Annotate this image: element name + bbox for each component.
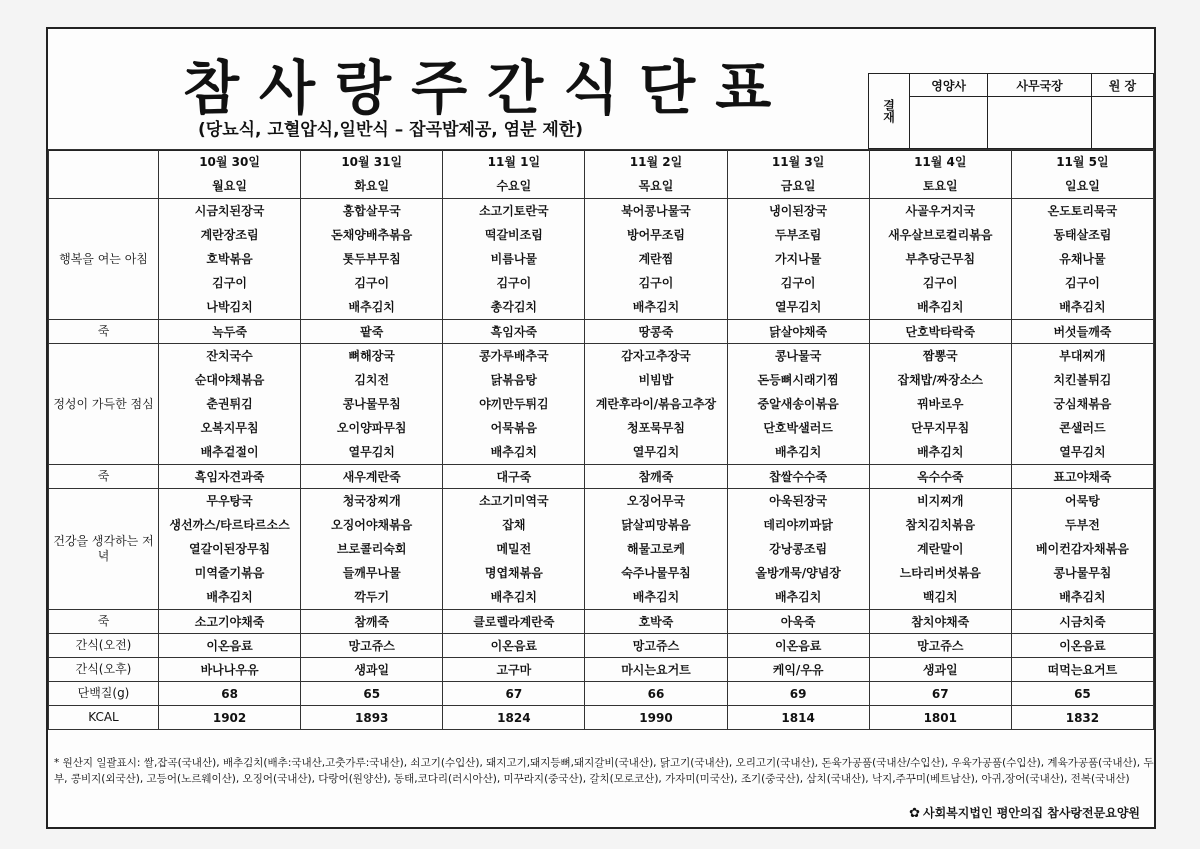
- dish-item: 배추김치: [917, 300, 964, 314]
- dish-item: 콘샐러드: [1059, 421, 1106, 435]
- dish-item: 들깨무나물: [342, 566, 401, 580]
- snack-am-row-label: 간식(오전): [49, 634, 159, 658]
- snack-am-row-cell: 이온음료: [1011, 634, 1153, 658]
- protein-row-cell: 67: [443, 682, 585, 706]
- dish-item: 참치김치볶음: [905, 518, 976, 532]
- dish-item: 소고기토란국: [479, 204, 549, 218]
- meal-cell: [869, 489, 1011, 610]
- porridge-dinner-row: [49, 610, 1154, 634]
- day-weekday: 수요일: [496, 179, 532, 193]
- dish-item: 시금치된장국: [194, 204, 265, 218]
- day-header: [159, 150, 301, 199]
- dish-item: 김치전: [354, 373, 390, 387]
- dish-item: 닭살피망볶음: [621, 518, 691, 532]
- meal-cell: [869, 344, 1011, 465]
- porridge-lunch-row-cell: 옥수수죽: [869, 465, 1011, 489]
- meal-cell: [727, 199, 869, 320]
- approval-sign-3[interactable]: [1091, 97, 1153, 149]
- dish-item: 호박볶음: [206, 252, 253, 266]
- porridge-breakfast-row-cell: 버섯들깨죽: [1011, 320, 1153, 344]
- approval-nutritionist: 영양사: [910, 74, 988, 97]
- dish-item: 메밀전: [496, 542, 532, 556]
- dish-item: 배추김치: [206, 590, 253, 604]
- day-header: [1011, 150, 1153, 199]
- meal-cell: [727, 489, 869, 610]
- porridge-lunch-row-cell: 표고야채죽: [1011, 465, 1153, 489]
- dish-item: 청국장찌개: [342, 494, 401, 508]
- dish-item: 배추김치: [632, 300, 680, 314]
- dish-item: 강낭콩조림: [769, 542, 828, 556]
- kcal-row-cell: 1832: [1011, 706, 1153, 730]
- dish-item: 잡채: [502, 518, 526, 532]
- dish-item: 백김치: [922, 590, 958, 604]
- meal-cell: [159, 199, 301, 320]
- day-date: 11월 5일: [1056, 155, 1109, 169]
- dish-item: 소고기미역국: [479, 494, 549, 508]
- page-subtitle: (당뇨식, 고혈압식,일반식 – 잡곡밥제공, 염분 제한): [198, 120, 584, 140]
- day-weekday: 토요일: [922, 179, 958, 193]
- sheet-header: [48, 29, 1154, 151]
- day-weekday: 월요일: [212, 179, 247, 193]
- approval-secretary: 사무국장: [988, 74, 1092, 97]
- porridge-dinner-row-label: 죽: [49, 610, 159, 634]
- dish-item: 열무김치: [774, 300, 822, 314]
- dish-item: 배추김치: [774, 445, 822, 459]
- dish-item: 단호박샐러드: [763, 421, 833, 435]
- porridge-dinner-row-cell: 클로렐라계란죽: [443, 610, 585, 634]
- dish-item: 배추김치: [490, 590, 538, 604]
- dish-item: 느타리버섯볶음: [899, 566, 981, 580]
- meal-cell: [727, 344, 869, 465]
- porridge-lunch-row-label: 죽: [49, 465, 159, 489]
- dish-item: 동태살조림: [1053, 228, 1112, 242]
- dish-item: 김구이: [1065, 276, 1100, 290]
- porridge-dinner-row-cell: 참깨죽: [301, 610, 443, 634]
- snack-pm-row-label: 간식(오후): [49, 658, 159, 682]
- meal-cell: [443, 344, 585, 465]
- dish-item: 김구이: [780, 276, 816, 290]
- dish-item: 방어무조림: [627, 228, 685, 242]
- kcal-row-cell: 1801: [869, 706, 1011, 730]
- approval-side-label: 결재: [869, 74, 910, 149]
- dish-item: 베이컨감자채볶음: [1036, 542, 1129, 556]
- dish-item: 숙주나물무침: [621, 566, 691, 580]
- dish-item: 오이양파무침: [336, 421, 407, 435]
- snack-pm-row-cell: 바나나우유: [159, 658, 301, 682]
- dish-item: 닭볶음탕: [490, 373, 538, 387]
- dish-item: 김구이: [638, 276, 674, 290]
- dish-item: 배추겉절이: [200, 445, 259, 459]
- day-weekday: 금요일: [780, 179, 816, 193]
- day-header: [443, 150, 585, 199]
- day-date: 11월 3일: [771, 155, 825, 169]
- dish-item: 브로콜리숙회: [336, 542, 407, 556]
- organization-name: 사회복지법인 평안의집 참사랑전문요양원: [922, 806, 1140, 820]
- meal-cell: [301, 199, 443, 320]
- dish-item: 배추김치: [774, 590, 822, 604]
- snack-am-row-cell: 이온음료: [443, 634, 585, 658]
- dish-item: 사골우거지국: [905, 204, 976, 218]
- dish-item: 콩나물무침: [342, 397, 401, 411]
- dish-item: 청포묵무침: [627, 421, 685, 435]
- day-header: [585, 150, 727, 199]
- porridge-dinner-row-cell: 시금치죽: [1011, 610, 1153, 634]
- protein-row-cell: 65: [1011, 682, 1153, 706]
- dish-item: 부추당근무침: [905, 252, 976, 266]
- dish-item: 무우탕국: [206, 494, 253, 508]
- day-header: [727, 150, 869, 199]
- snack-pm-row: [49, 658, 1154, 682]
- dish-item: 김구이: [212, 276, 247, 290]
- dish-item: 돈채양배추볶음: [331, 228, 413, 242]
- dish-item: 감자고추장국: [621, 349, 691, 363]
- dish-item: 비빔밥: [638, 373, 674, 387]
- porridge-lunch-row: [49, 465, 1154, 489]
- day-header-row: [49, 150, 1154, 199]
- snack-pm-row-cell: 떠먹는요거트: [1011, 658, 1153, 682]
- protein-row-cell: 67: [869, 682, 1011, 706]
- dish-item: 돈등뼈시래기찜: [757, 373, 839, 387]
- meal-cell: [585, 489, 727, 610]
- dish-item: 어묵탕: [1065, 494, 1100, 508]
- protein-row: [49, 682, 1154, 706]
- dish-item: 순대야채볶음: [194, 373, 265, 387]
- dish-item: 가지나물: [774, 252, 822, 266]
- snack-am-row-cell: 망고쥬스: [585, 634, 727, 658]
- weekly-menu-table: [48, 149, 1154, 730]
- origin-notice: * 원산지 일괄표시: 쌀,잡곡(국내산), 배추김치(배추:국내산,고춧가루:국내산), 쇠고기(수입산), 돼지고기,돼지등뼈,돼지갈비(국내산), 닭고기(국내산), 오리고기(국내산), 돈육가공품(국내산/수입산), 우육가공품(수입산), 계육가공품(국내산), 두부, 콩비지(외국산), 고등어(노르웨이산), 오징어(국내산), 다랑어(원양산), 동태,코다리(러시아산), 미꾸라지(중국산), 갈치(모로코산), 가자미(미국산), 조기(중국산), 삼치(국내산), 낙지,주꾸미(베트남산), 아귀,장어(국내산), 전복(국내산): [54, 757, 1154, 785]
- porridge-lunch-row-cell: 참깨죽: [585, 465, 727, 489]
- dinner-row: [49, 489, 1154, 610]
- dish-item: 잔치국수: [206, 349, 253, 363]
- meal-cell: [585, 199, 727, 320]
- porridge-breakfast-row-cell: 땅콩죽: [585, 320, 727, 344]
- approval-sign-2[interactable]: [988, 97, 1092, 149]
- dish-item: 열무김치: [1059, 445, 1106, 459]
- dish-item: 계란장조림: [200, 228, 259, 242]
- dish-item: 콩나물국: [774, 349, 822, 363]
- meal-cell: [585, 344, 727, 465]
- day-date: 11월 2일: [629, 155, 683, 169]
- protein-row-cell: 68: [159, 682, 301, 706]
- dish-item: 두부조림: [774, 228, 822, 242]
- snack-am-row: [49, 634, 1154, 658]
- porridge-lunch-row-cell: 대구죽: [443, 465, 585, 489]
- dish-item: 배추김치: [917, 445, 964, 459]
- snack-pm-row-cell: 케익/우유: [727, 658, 869, 682]
- dish-item: 유채나물: [1059, 252, 1106, 266]
- dish-item: 배추김치: [490, 445, 538, 459]
- org-logo-icon: ✿: [909, 806, 920, 821]
- porridge-lunch-row-cell: 흑임자견과죽: [159, 465, 301, 489]
- meal-cell: [1011, 489, 1153, 610]
- dish-item: 올방개묵/양념장: [755, 566, 841, 580]
- day-weekday: 목요일: [638, 179, 674, 193]
- dish-item: 열무김치: [348, 445, 395, 459]
- kcal-row: [49, 706, 1154, 730]
- kcal-row-label: KCAL: [49, 706, 159, 730]
- dish-item: 잡채밥/짜장소스: [897, 373, 984, 387]
- dish-item: 배추김치: [632, 590, 680, 604]
- approval-box: [868, 73, 1154, 149]
- porridge-lunch-row-cell: 찹쌀수수죽: [727, 465, 869, 489]
- dish-item: 비지찌개: [917, 494, 964, 508]
- breakfast-row-label: 행복을 여는 아침: [49, 199, 159, 320]
- dish-item: 오복지무침: [200, 421, 259, 435]
- corner-cell: [49, 150, 159, 199]
- dish-item: 해물고로케: [627, 542, 685, 556]
- kcal-row-cell: 1990: [585, 706, 727, 730]
- dish-item: 데리야끼파닭: [763, 518, 833, 532]
- protein-row-cell: 69: [727, 682, 869, 706]
- porridge-dinner-row-cell: 소고기야채죽: [159, 610, 301, 634]
- meal-cell: [869, 199, 1011, 320]
- snack-am-row-cell: 망고쥬스: [869, 634, 1011, 658]
- breakfast-row: [49, 199, 1154, 320]
- dish-item: 깍두기: [354, 590, 390, 604]
- porridge-breakfast-row-cell: 팥죽: [301, 320, 443, 344]
- dish-item: 단무지무침: [911, 421, 970, 435]
- menu-sheet: [46, 27, 1156, 829]
- dish-item: 계란말이: [917, 542, 964, 556]
- dish-item: 콩가루배추국: [479, 349, 549, 363]
- dish-item: 총각김치: [490, 300, 538, 314]
- dish-item: 홍합살무국: [342, 204, 401, 218]
- lunch-row-label: 정성이 가득한 점심: [49, 344, 159, 465]
- dish-item: 야끼만두튀김: [479, 397, 549, 411]
- meal-cell: [159, 489, 301, 610]
- dish-item: 콩나물무침: [1053, 566, 1112, 580]
- snack-am-row-cell: 망고쥬스: [301, 634, 443, 658]
- dish-item: 뼈해장국: [348, 349, 395, 363]
- dish-item: 오징어무국: [627, 494, 685, 508]
- porridge-breakfast-row-label: 죽: [49, 320, 159, 344]
- day-date: 10월 31일: [341, 155, 403, 169]
- dish-item: 나박김치: [206, 300, 253, 314]
- dish-item: 열갈이된장무침: [188, 542, 271, 556]
- protein-row-label: 단백질(g): [49, 682, 159, 706]
- dish-item: 중알새송이볶음: [757, 397, 839, 411]
- kcal-row-cell: 1824: [443, 706, 585, 730]
- snack-am-row-cell: 이온음료: [159, 634, 301, 658]
- meal-cell: [1011, 199, 1153, 320]
- porridge-breakfast-row: [49, 320, 1154, 344]
- snack-pm-row-cell: 생과일: [869, 658, 1011, 682]
- dish-item: 냉이된장국: [769, 204, 828, 218]
- day-header: [301, 150, 443, 199]
- dish-item: 새우살브로컬리볶음: [888, 228, 993, 242]
- organization-signature: [909, 804, 1140, 821]
- dinner-row-label: 건강을 생각하는 저녁: [49, 489, 159, 610]
- meal-cell: [301, 489, 443, 610]
- day-header: [869, 150, 1011, 199]
- dish-item: 명엽채볶음: [484, 566, 543, 580]
- dish-item: 치킨볼튀김: [1053, 373, 1112, 387]
- dish-item: 어묵볶음: [490, 421, 538, 435]
- porridge-breakfast-row-cell: 닭살야채죽: [727, 320, 869, 344]
- lunch-row: [49, 344, 1154, 465]
- dish-item: 춘권튀김: [206, 397, 253, 411]
- porridge-breakfast-row-cell: 흑임자죽: [443, 320, 585, 344]
- dish-item: 꿔바로우: [917, 397, 964, 411]
- meal-cell: [159, 344, 301, 465]
- dish-item: 김구이: [922, 276, 958, 290]
- day-weekday: 일요일: [1065, 179, 1100, 193]
- kcal-row-cell: 1893: [301, 706, 443, 730]
- dish-item: 온도토리묵국: [1047, 204, 1118, 218]
- dish-item: 계란후라이/볶음고추장: [595, 397, 717, 411]
- snack-pm-row-cell: 생과일: [301, 658, 443, 682]
- approval-director: 원 장: [1091, 74, 1153, 97]
- dish-item: 김구이: [354, 276, 390, 290]
- dish-item: 부대찌개: [1059, 349, 1106, 363]
- snack-am-row-cell: 이온음료: [727, 634, 869, 658]
- porridge-breakfast-row-cell: 녹두죽: [159, 320, 301, 344]
- approval-sign-1[interactable]: [910, 97, 988, 149]
- porridge-dinner-row-cell: 아욱죽: [727, 610, 869, 634]
- dish-item: 열무김치: [632, 445, 680, 459]
- day-date: 10월 30일: [199, 155, 260, 169]
- dish-item: 톳두부무침: [342, 252, 401, 266]
- dish-item: 비름나물: [490, 252, 538, 266]
- porridge-dinner-row-cell: 참치야채죽: [869, 610, 1011, 634]
- dish-item: 계란찜: [638, 252, 674, 266]
- dish-item: 떡갈비조림: [484, 228, 543, 242]
- dish-item: 오징어야채볶음: [331, 518, 413, 532]
- day-date: 11월 4일: [914, 155, 967, 169]
- dish-item: 김구이: [496, 276, 532, 290]
- protein-row-cell: 66: [585, 682, 727, 706]
- porridge-breakfast-row-cell: 단호박타락죽: [869, 320, 1011, 344]
- dish-item: 궁심채볶음: [1053, 397, 1112, 411]
- kcal-row-cell: 1814: [727, 706, 869, 730]
- dish-item: 미역줄기볶음: [194, 566, 265, 580]
- day-weekday: 화요일: [354, 179, 390, 193]
- page-title: 참사랑주간식단표: [183, 54, 792, 122]
- day-date: 11월 1일: [487, 155, 541, 169]
- meal-cell: [1011, 344, 1153, 465]
- porridge-dinner-row-cell: 호박죽: [585, 610, 727, 634]
- snack-pm-row-cell: 고구마: [443, 658, 585, 682]
- kcal-row-cell: 1902: [159, 706, 301, 730]
- meal-cell: [443, 489, 585, 610]
- meal-cell: [443, 199, 585, 320]
- dish-item: 짬뽕국: [922, 349, 958, 363]
- dish-item: 생선까스/타르타르소스: [169, 518, 290, 532]
- protein-row-cell: 65: [301, 682, 443, 706]
- dish-item: 두부전: [1065, 518, 1100, 532]
- snack-pm-row-cell: 마시는요거트: [585, 658, 727, 682]
- dish-item: 아욱된장국: [769, 494, 828, 508]
- dish-item: 북어콩나물국: [621, 204, 691, 218]
- meal-cell: [301, 344, 443, 465]
- dish-item: 배추김치: [348, 300, 395, 314]
- dish-item: 배추김치: [1059, 300, 1106, 314]
- dish-item: 배추김치: [1059, 590, 1106, 604]
- porridge-lunch-row-cell: 새우계란죽: [301, 465, 443, 489]
